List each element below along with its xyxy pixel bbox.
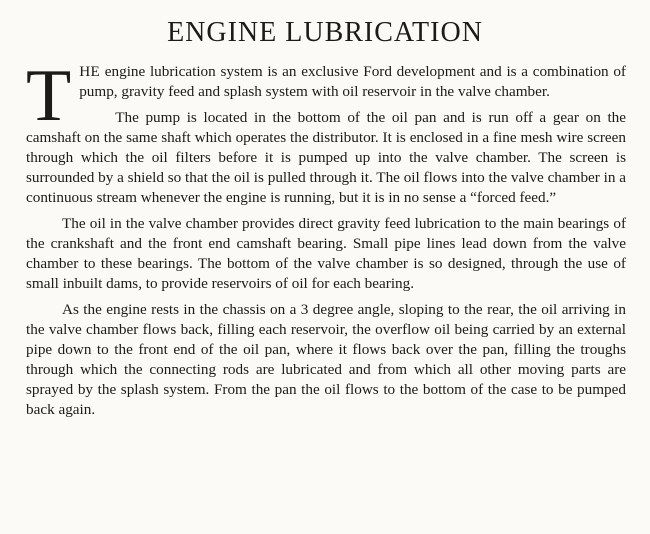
paragraph-1-text: engine lubrication system is an exclusive Ford development and is a combination of pump, gravity feed and splash system with oil reservoir in the valve chamber. (79, 63, 626, 100)
paragraph-1-lead-word: HE (79, 63, 101, 80)
page-title: ENGINE LUBRICATION (167, 17, 483, 48)
drop-cap: T (26, 55, 72, 137)
paragraph-3: The oil in the valve chamber provides direct gravity feed lubrication to the main bearings of the crankshaft and the front end camshaft bearing. Small pipe lines lead down from the valve chamber to these bearings. The bottom of the valve chamber is so designed, through the use of small inbuilt dams, to provide reservoirs of oil for each bearing. (26, 215, 626, 292)
paragraph-4: As the engine rests in the chassis on a 3 degree angle, sloping to the rear, the oil arriving in the valve chamber flows back, filling each reservoir, the overflow oil being carried by an external pipe down to the front end of the oil pan, where it flows back over the pan, filling the troughs through which the connecting rods are lubricated and from which all other moving parts are sprayed by the splash system. From the pan the oil flows to the bottom of the case to be pumped back again. (26, 301, 626, 418)
article-body (26, 55, 626, 426)
paragraph-2: The pump is located in the bottom of the oil pan and is run off a gear on the camshaft on the same shaft which operates the distributor. It is enclosed in a fine mesh wire screen through which the oil filters before it is pumped up into the valve chamber. The screen is surrounded by a shield so that the oil is pulled through it. The oil flows into the valve chamber in a continuous stream whenever the engine is running, but it is in no sense a “forced feed.” (26, 109, 626, 206)
paragraph-1 (26, 55, 626, 137)
